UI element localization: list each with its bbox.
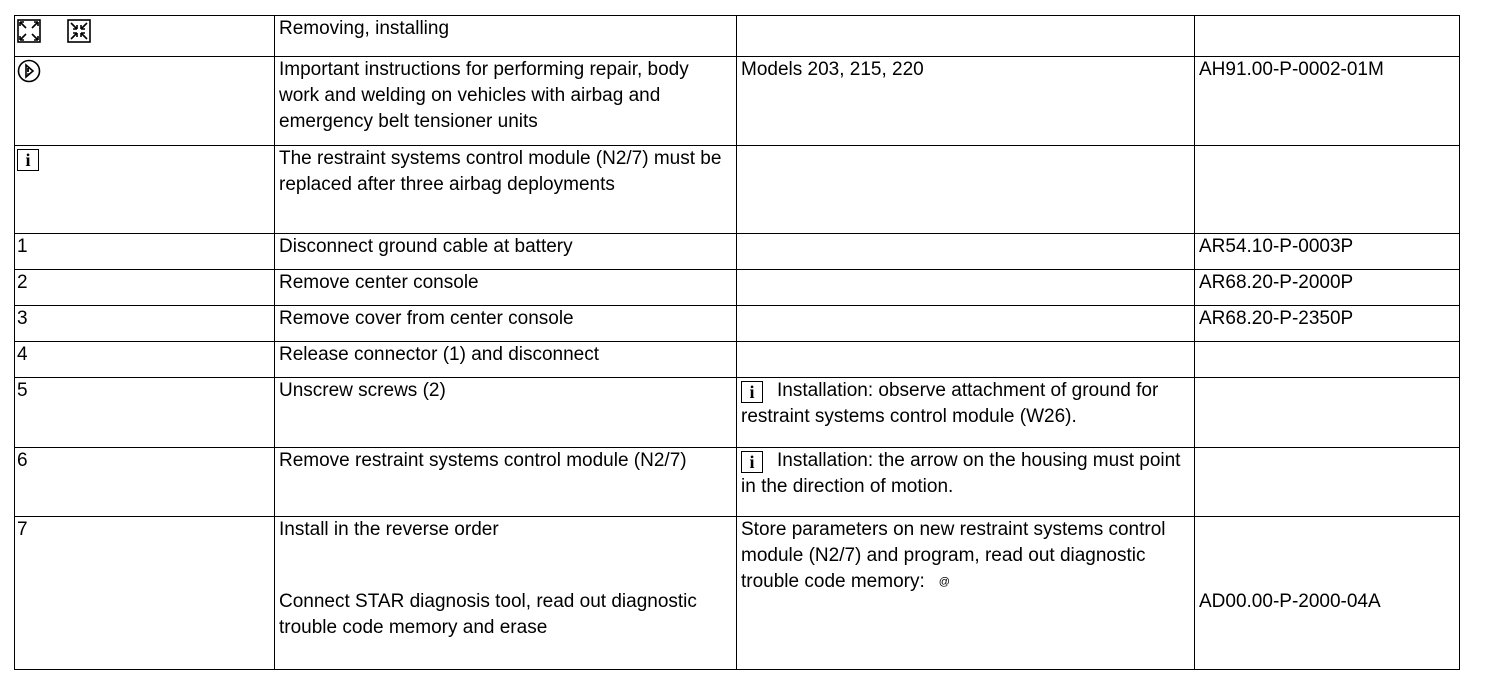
at-icon: @ bbox=[938, 576, 950, 588]
table-row bbox=[15, 378, 1460, 448]
instruction-cell: Release connector (1) and disconnect bbox=[275, 342, 737, 378]
reference-cell bbox=[1195, 146, 1460, 234]
installation-note: Installation: the arrow on the housing must point in the direction of motion. bbox=[741, 450, 1181, 497]
procedure-table bbox=[14, 15, 1460, 670]
table-row bbox=[15, 234, 1460, 270]
instruction-cell: Disconnect ground cable at battery bbox=[275, 234, 737, 270]
info-icon: i bbox=[741, 381, 763, 403]
instruction-cell: The restraint systems control module (N2/7) must be replaced after three airbag deployments bbox=[275, 146, 737, 234]
danger-icon bbox=[17, 59, 41, 83]
reference-link[interactable]: AR68.20-P-2350P bbox=[1199, 308, 1354, 329]
reference-link[interactable]: AR68.20-P-2000P bbox=[1199, 272, 1354, 293]
info-icon: i bbox=[17, 149, 39, 171]
step-number: 6 bbox=[15, 448, 275, 517]
installation-note: Installation: observe attachment of ground for restraint systems control module (W26). bbox=[741, 380, 1159, 427]
note-cell bbox=[737, 16, 1195, 57]
reference-link[interactable]: AD00.00-P-2000-04A bbox=[1199, 591, 1381, 612]
table-row bbox=[15, 270, 1460, 306]
instruction-cell: Removing, installing bbox=[275, 16, 737, 57]
step-number: 5 bbox=[15, 378, 275, 448]
reference-cell bbox=[1195, 448, 1460, 517]
store-parameters-note: Store parameters on new restraint systems control module (N2/7) and program, read out diagnostic trouble code memory: bbox=[741, 519, 1166, 593]
note-cell bbox=[737, 517, 1195, 670]
reference-cell bbox=[1195, 234, 1460, 270]
table-row bbox=[15, 57, 1460, 146]
note-cell bbox=[737, 448, 1195, 517]
table-row bbox=[15, 146, 1460, 234]
remove-icon bbox=[17, 19, 41, 43]
table-row bbox=[15, 342, 1460, 378]
table-row bbox=[15, 306, 1460, 342]
instruction-cell: Important instructions for performing repair, body work and welding on vehicles with airbag and emergency belt tensioner units bbox=[275, 57, 737, 146]
table-row bbox=[15, 448, 1460, 517]
reference-cell bbox=[1195, 517, 1460, 670]
note-cell bbox=[737, 234, 1195, 270]
note-cell bbox=[737, 270, 1195, 306]
reference-cell bbox=[1195, 378, 1460, 448]
instruction-cell: Remove center console bbox=[275, 270, 737, 306]
table-row bbox=[15, 16, 1460, 57]
reference-cell bbox=[1195, 306, 1460, 342]
note-cell: Models 203, 215, 220 bbox=[737, 57, 1195, 146]
icon-cell bbox=[15, 57, 275, 146]
step-number: 3 bbox=[15, 306, 275, 342]
instruction-cell: Remove cover from center console bbox=[275, 306, 737, 342]
install-icon bbox=[67, 19, 91, 43]
step-number: 2 bbox=[15, 270, 275, 306]
instruction-cell: Install in the reverse order Connect STAR diagnosis tool, read out diagnostic trouble code memory and erase bbox=[275, 517, 737, 670]
reference-cell bbox=[1195, 57, 1460, 146]
step-number: 4 bbox=[15, 342, 275, 378]
note-cell bbox=[737, 146, 1195, 234]
note-cell bbox=[737, 342, 1195, 378]
reference-link[interactable]: AH91.00-P-0002-01M bbox=[1199, 59, 1384, 80]
reference-cell bbox=[1195, 270, 1460, 306]
reference-cell bbox=[1195, 342, 1460, 378]
instruction-cell: Remove restraint systems control module (N2/7) bbox=[275, 448, 737, 517]
step-number: 7 bbox=[15, 517, 275, 670]
note-cell bbox=[737, 378, 1195, 448]
reference-cell bbox=[1195, 16, 1460, 57]
table-row bbox=[15, 517, 1460, 670]
step-number: 1 bbox=[15, 234, 275, 270]
icon-cell bbox=[15, 16, 275, 57]
info-icon: i bbox=[741, 451, 763, 473]
icon-cell bbox=[15, 146, 275, 234]
instruction-cell: Unscrew screws (2) bbox=[275, 378, 737, 448]
note-cell bbox=[737, 306, 1195, 342]
reference-link[interactable]: AR54.10-P-0003P bbox=[1199, 236, 1354, 257]
